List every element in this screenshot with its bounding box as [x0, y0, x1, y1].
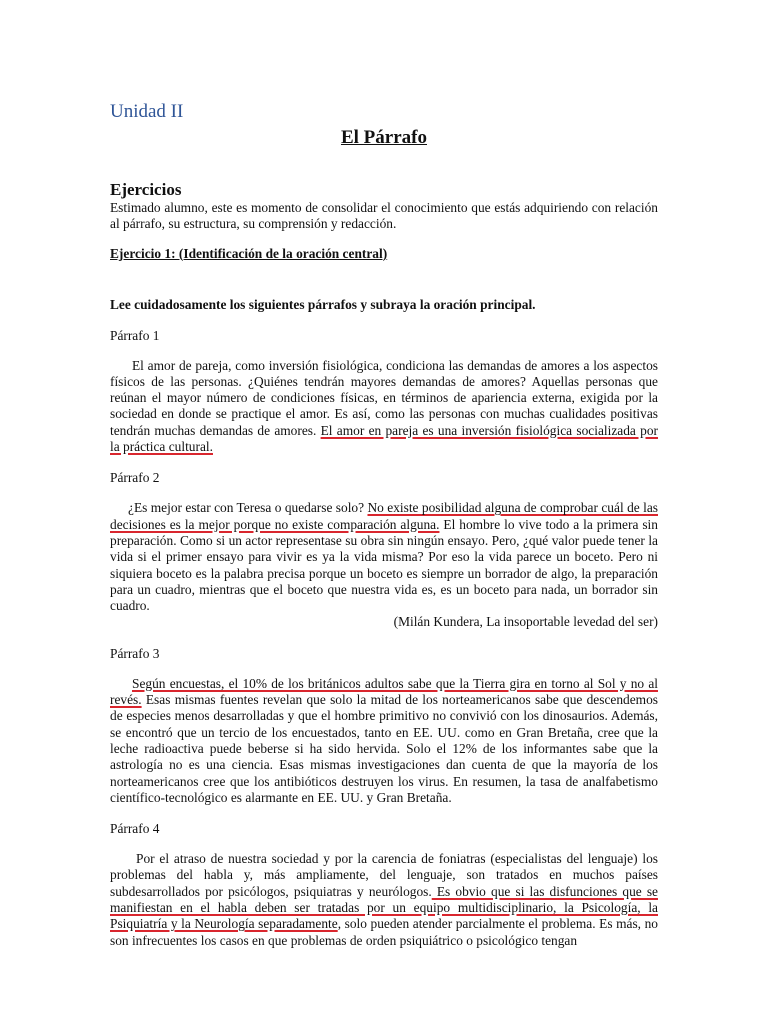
paragraph-label: Párrafo 2	[110, 470, 160, 486]
paragraph-text: ¿Es mejor estar con Teresa o quedarse solo?	[128, 500, 368, 516]
paragraph-2	[110, 500, 658, 614]
citation: (Milán Kundera, La insoportable levedad del ser)	[393, 614, 658, 630]
underlined-sentence: El amor en pareja es una inversión fisiológica socializada por la práctica cultural.	[110, 422, 658, 455]
paragraph-text: El amor de pareja, como inversión fisiológica, condiciona las demandas de amores a los aspectos físicos de las personas. ¿Quiénes tendrán mayores demandas de amores? Aquellas personas que reúnan el mayor número de condiciones físicas, en términos de apariencia externa, exigida por la sociedad en donde se practique el amor. Es así, como las personas con muchas cualidades positivas tendrán muchas demandas de amores.	[110, 357, 658, 438]
paragraph-3	[110, 676, 658, 806]
section-heading: Ejercicios	[110, 180, 182, 199]
underlined-sentence: Es obvio que si las disfunciones que se manifiestan en el habla deben ser tratadas por un equipo multidisciplinario, la Psicología, la Psiquiatría y la Neurología separadamente	[110, 883, 658, 932]
unit-heading: Unidad II	[110, 101, 184, 122]
exercise-title: Ejercicio 1: (Identificación de la oración central)	[110, 245, 388, 261]
paragraph-label: Párrafo 1	[110, 327, 160, 343]
paragraph-text: Por el atraso de nuestra sociedad y por la carencia de foniatras (especialistas del lenguaje) los problemas del habla y, más ampliamente, del lenguaje, son tratados en muchos países subdesarrollados por psicólogos, psiquiatras y neurólogos.	[110, 851, 658, 899]
paragraph-text: El hombre lo vive todo a la primera sin preparación. Como si un actor representase su obra sin ningún ensayo. Pero, ¿qué valor puede tener la vida si el primer ensayo para vivir es ya la vida misma? Por eso la vida parece un boceto. Pero ni siquiera boceto es la palabra precisa porque un boceto es siempre un borrador de algo, la preparación para un cuadro, mientras que el boceto que nuestra vida es, es un boceto para nada, un borrador sin cuadro.	[110, 516, 658, 614]
paragraph-4	[110, 851, 658, 949]
paragraph-text: , solo pueden atender parcialmente el problema. Es más, no son infrecuentes los casos en que problemas de orden psiquiátrico o psicológico tengan	[110, 916, 658, 948]
paragraph-1	[110, 358, 658, 456]
paragraph-text: Esas mismas fuentes revelan que solo la mitad de los norteamericanos sabe que descendemos de especies menos desarrolladas y que el hombre primitivo no convivió con los dinosaurios. Además, se encontró que un tercio de los encuestados, tanto en EE. UU. como en Gran Bretaña, cree que la leche radioactiva puede beberse si ha sido hervida. Solo el 12% de los informantes sabe que la astrología no es una ciencia. Esas mismas investigaciones dan cuenta de que la mayoría de los norteamericanos cree que los antibióticos destruyen los virus. En resumen, la tasa de analfabetismo científico-tecnológico es alarmante en EE. UU. y Gran Bretaña.	[110, 692, 658, 805]
intro-text: Estimado alumno, este es momento de consolidar el conocimiento que estás adquiriendo con relación al párrafo, su estructura, su comprensión y redacción.	[110, 200, 658, 232]
underlined-sentence: No existe posibilidad alguna de comprobar cuál de las decisiones es la mejor porque no existe comparación alguna.	[110, 500, 658, 532]
paragraph-label: Párrafo 3	[110, 645, 160, 661]
paragraph-label: Párrafo 4	[110, 821, 160, 837]
page-title: El Párrafo	[340, 127, 427, 148]
instruction-text: Lee cuidadosamente los siguientes párrafos y subraya la oración principal.	[110, 296, 536, 312]
underlined-sentence: Según encuestas, el 10% de los británicos adultos sabe que la Tierra gira en torno al Sol y no al revés.	[110, 675, 658, 708]
